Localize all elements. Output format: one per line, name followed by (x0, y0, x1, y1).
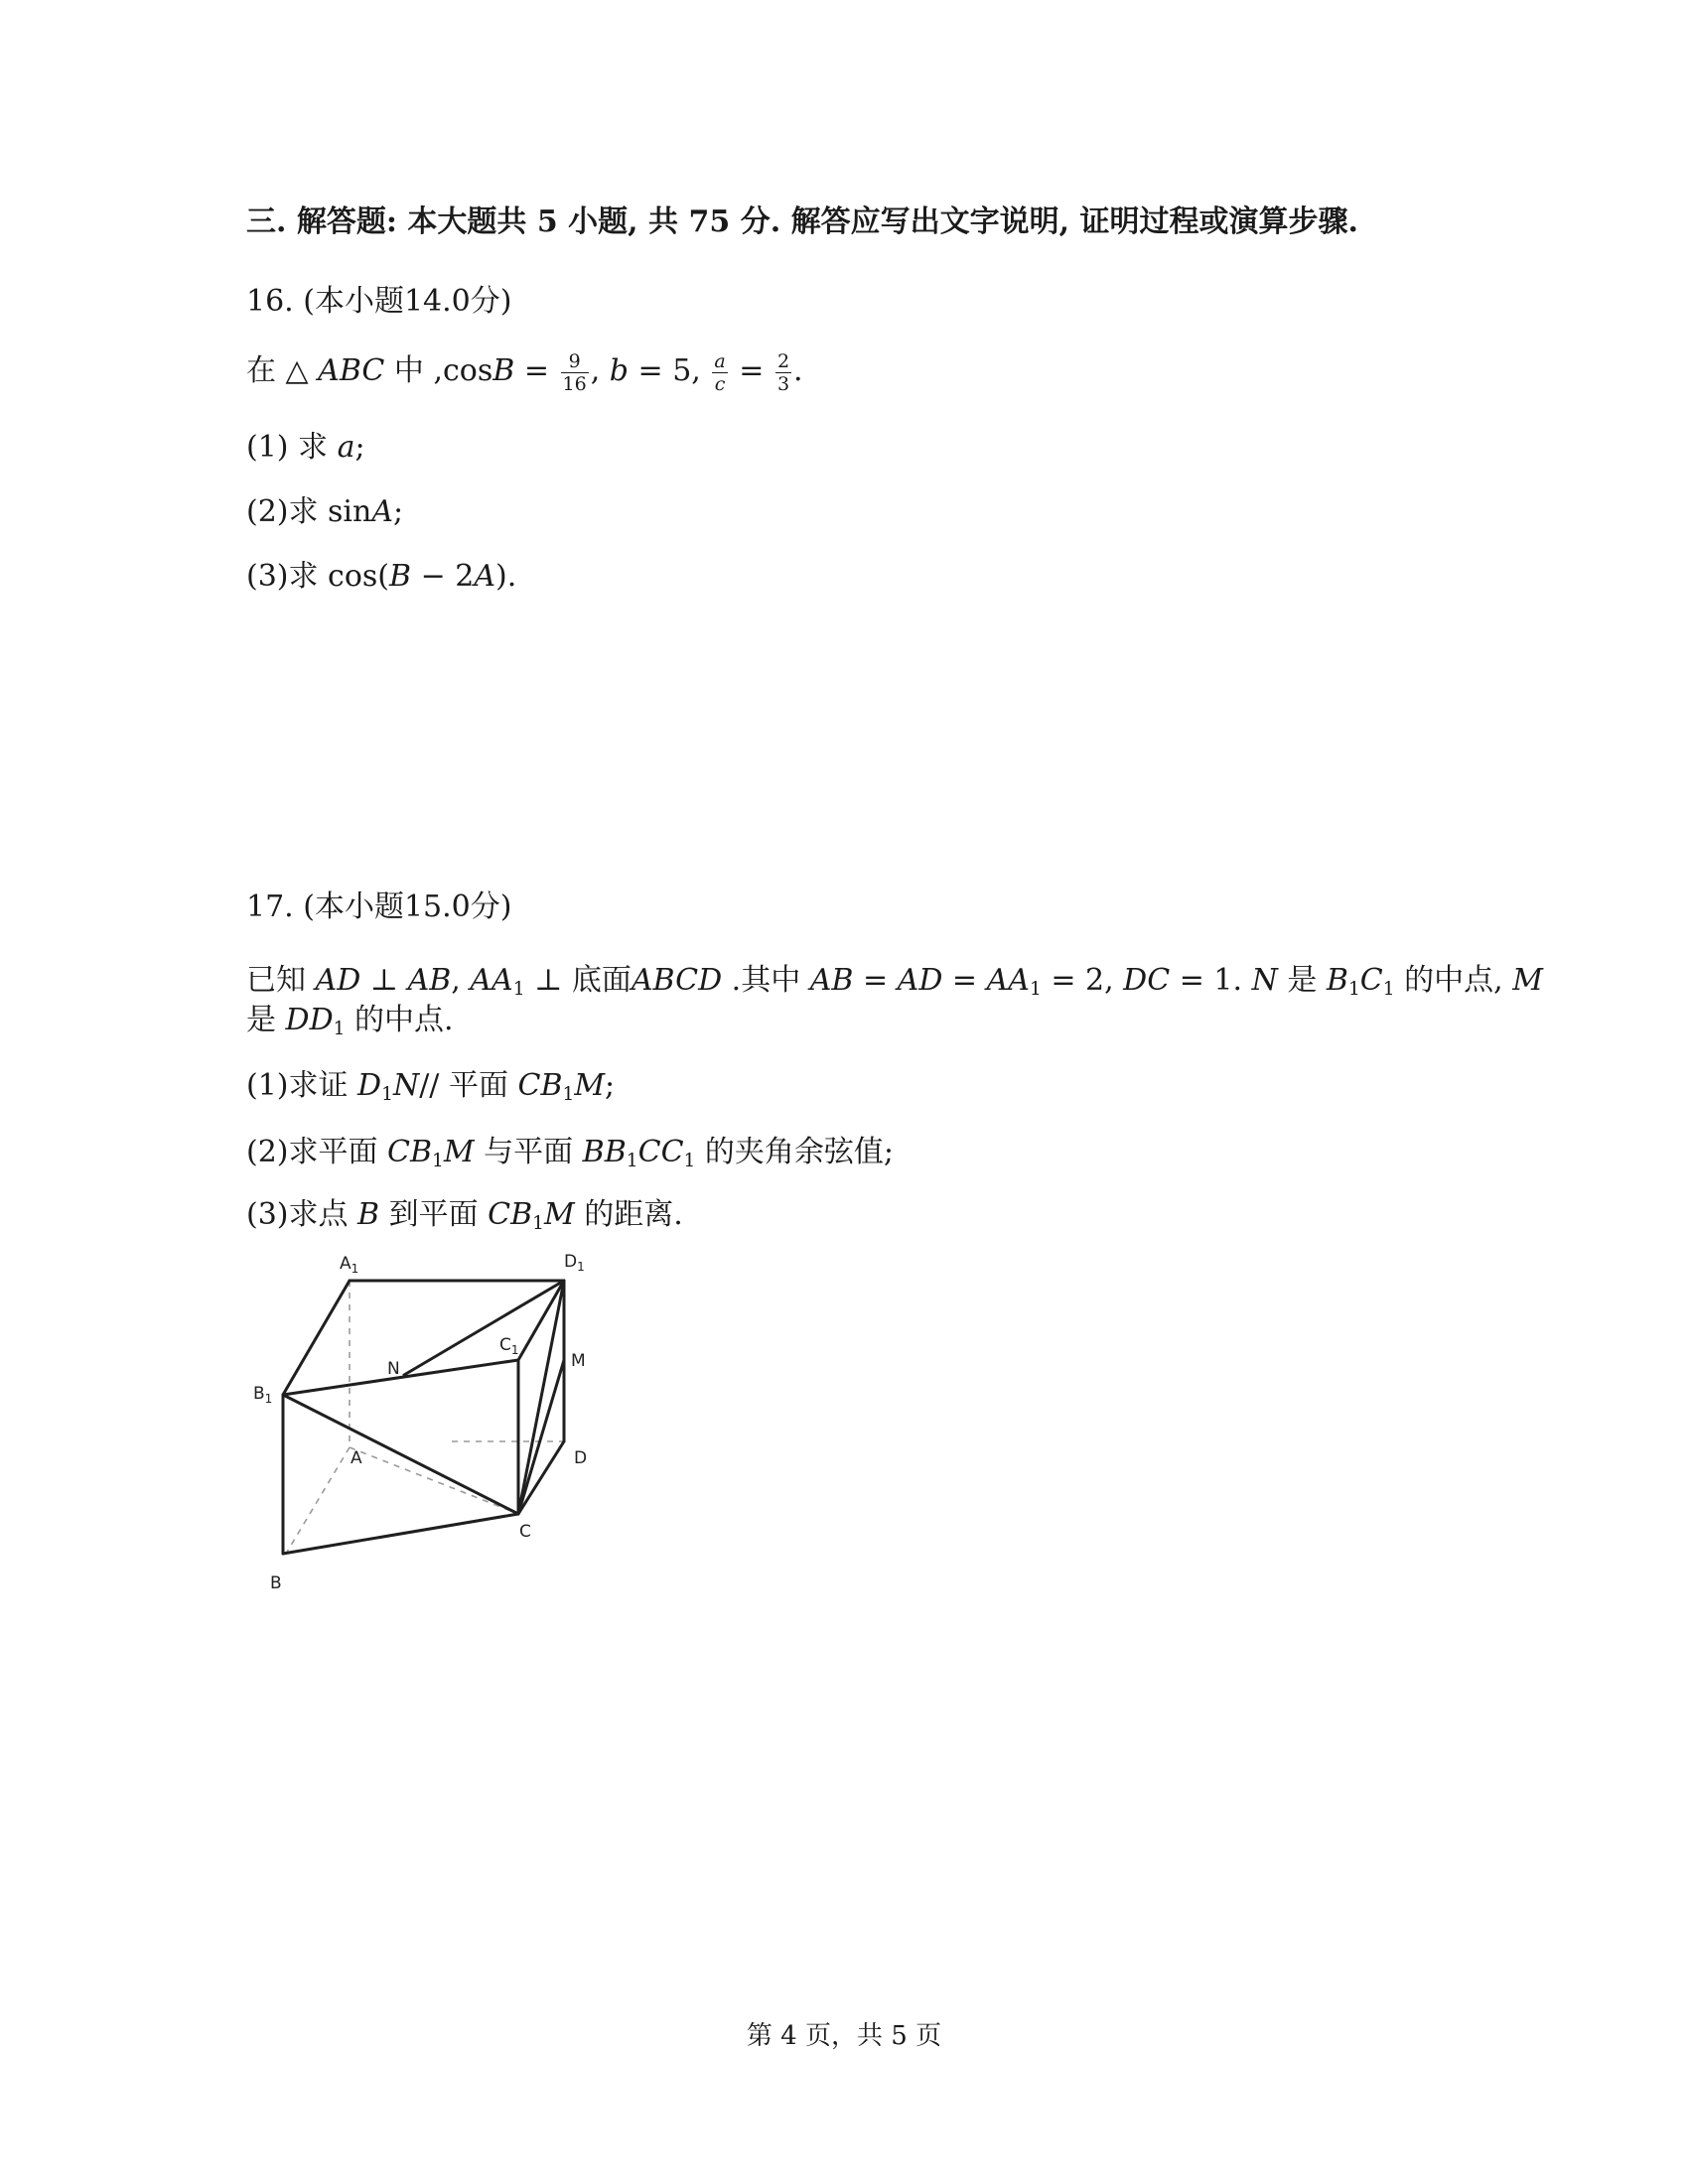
q17-stem-line1: 已知 AD ⊥ AB, $AA_1$ ⊥ 底面ABCD .其中 AB = AD = $AA_1 = 2$, DC = 1. N 是 $B_1C_1$ 的中点, M (246, 963, 1543, 1001)
label-c1: $C_1$ (499, 1335, 519, 1357)
q17-part1: (1)求证 $D_1N//$ 平面 $CB_1M$; (246, 1068, 616, 1106)
label-n: N (387, 1359, 400, 1379)
edge-a-b (286, 1447, 350, 1554)
q16-part1: (1) 求 a; (246, 430, 365, 465)
q16-part2: (2)求 sinA; (246, 494, 404, 529)
q16-part3: (3)求 cos(B − 2A). (246, 559, 517, 594)
edge-a-c (350, 1447, 518, 1514)
label-d1: $D_1$ (564, 1252, 585, 1274)
q17-stem-line2: 是 $DD_1$ 的中点. (246, 1003, 454, 1040)
edge-c-m (518, 1360, 564, 1514)
label-a: A (351, 1448, 362, 1468)
label-a1: $A_1$ (340, 1254, 359, 1276)
edge-a1-b1 (283, 1281, 350, 1395)
edge-b-c (283, 1514, 518, 1554)
label-c: C (519, 1522, 531, 1542)
q17-header: 17. (本小题15.0分) (246, 889, 512, 924)
fraction-a-c: $\frac{a}{c}$ (714, 349, 726, 395)
visible-edges (283, 1281, 564, 1554)
page-footer: 第 4 页，共 5 页 (746, 2021, 942, 2051)
label-b1: $B_1$ (253, 1384, 273, 1406)
fraction-9-16: $\frac{9}{16}$ (562, 349, 587, 395)
fraction-2-3: $\frac{2}{3}$ (776, 349, 790, 395)
edge-b1-c (283, 1395, 518, 1514)
label-m: M (571, 1351, 586, 1371)
q17-part2: (2)求平面 $CB_1M$ 与平面 $BB_1CC_1$ 的夹角余弦值; (246, 1135, 895, 1172)
edge-d1-n (404, 1281, 564, 1375)
label-d: D (574, 1448, 588, 1468)
q16-header: 16. (本小题14.0分) (246, 284, 512, 319)
edge-b1-c1 (283, 1360, 518, 1395)
q16-stem: 在 △ ABC 中 ,cosB = $\frac{9}{16}$ , b = 5, $\frac{a}{c}$ = $\frac{2}{3}$ . (246, 349, 803, 395)
q17-part3: (3)求点 B 到平面 $CB_1M$ 的距离. (246, 1197, 683, 1235)
label-b: B (270, 1573, 282, 1593)
section-title: 三. 解答题: 本大题共 5 小题, 共 75 分. 解答应写出文字说明, 证明过程或演算步骤. (246, 205, 1358, 239)
